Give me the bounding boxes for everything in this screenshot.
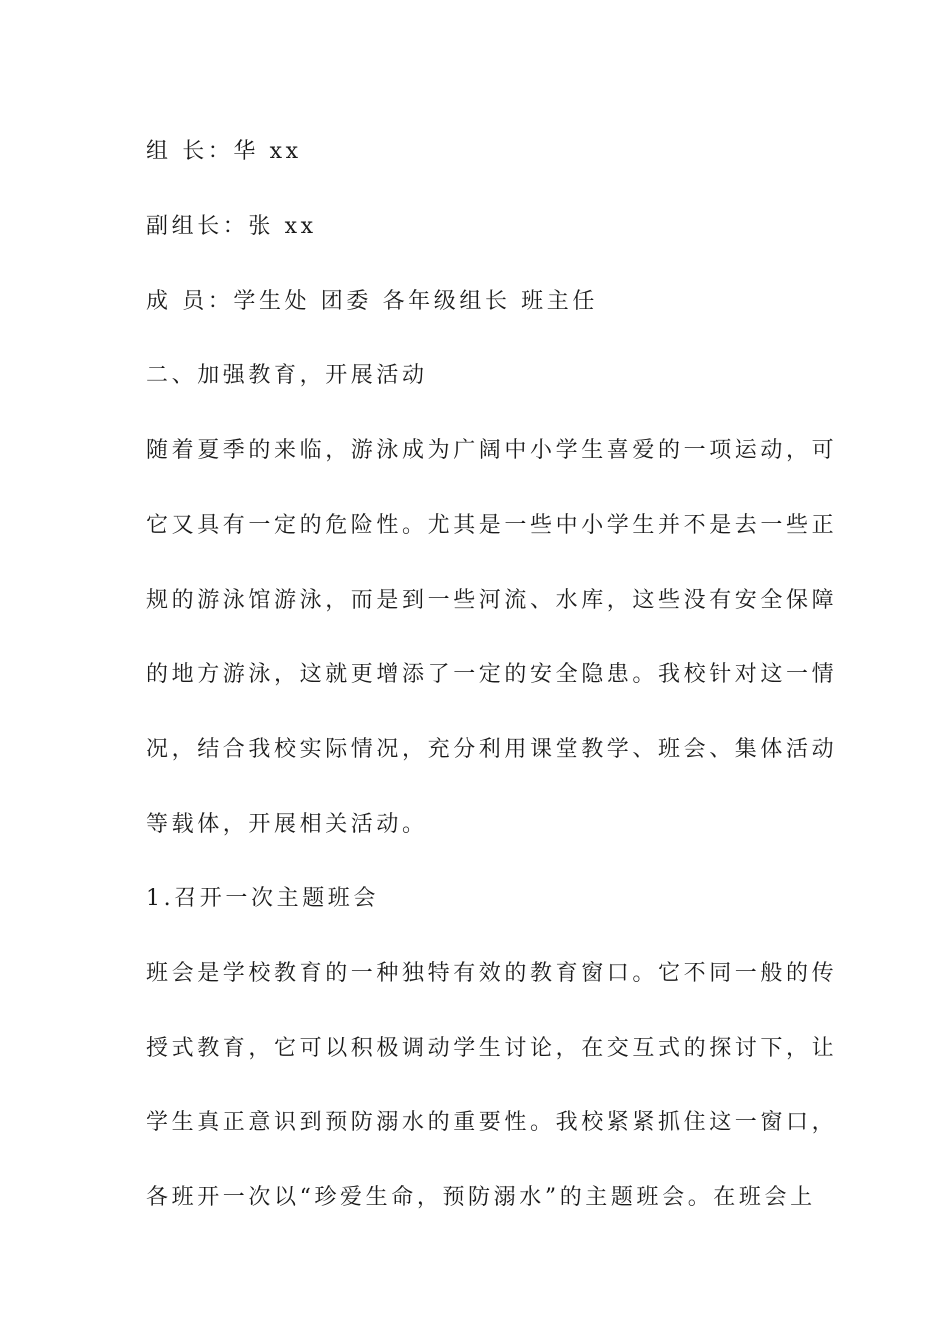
paragraph-line: 授式教育，它可以积极调动学生讨论，在交互式的探讨下，让	[146, 1036, 838, 1061]
text-line-deputy-leader: 副组长：张 xx	[146, 214, 317, 239]
paragraph-line: 随着夏季的来临，游泳成为广阔中小学生喜爱的一项运动，可	[146, 438, 838, 463]
paragraph-line: 学生真正意识到预防溺水的重要性。我校紧紧抓住这一窗口，	[146, 1110, 838, 1135]
paragraph-line: 的地方游泳，这就更增添了一定的安全隐患。我校针对这一情	[146, 662, 838, 687]
paragraph-line: 它又具有一定的危险性。尤其是一些中小学生并不是去一些正	[146, 513, 838, 538]
paragraph-line: 规的游泳馆游泳，而是到一些河流、水库，这些没有安全保障	[146, 588, 838, 613]
subsection-heading: 1.召开一次主题班会	[146, 886, 379, 911]
paragraph-line: 况，结合我校实际情况，充分利用课堂教学、班会、集体活动	[146, 737, 838, 762]
text-line-members: 成 员：学生处 团委 各年级组长 班主任	[146, 289, 598, 314]
paragraph-line: 各班开一次以“珍爱生命，预防溺水”的主题班会。在班会上	[146, 1185, 816, 1210]
paragraph-line: 等载体，开展相关活动。	[146, 812, 428, 837]
text-line-group-leader: 组 长：华 xx	[146, 139, 302, 164]
paragraph-line: 班会是学校教育的一种独特有效的教育窗口。它不同一般的传	[146, 961, 838, 986]
section-heading: 二、加强教育，开展活动	[146, 363, 428, 388]
